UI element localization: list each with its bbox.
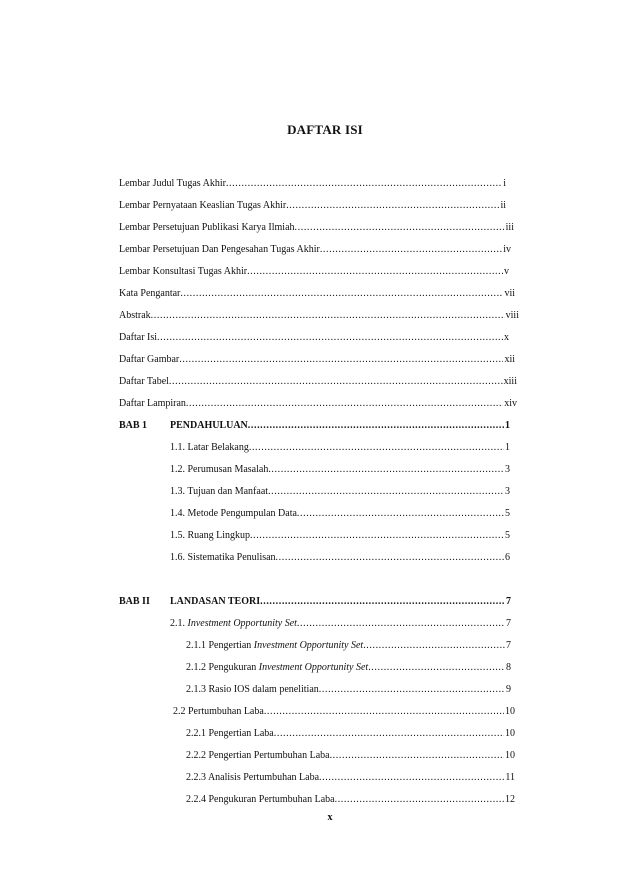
- toc-subentry-label: 1.6. Sistematika Penulisan: [170, 552, 276, 563]
- toc-subentry-label: 2.2.3 Analisis Pertumbuhan Laba: [186, 772, 320, 783]
- toc-entry-label: Kata Pengantar: [119, 288, 181, 299]
- chapter-title: PENDAHULUAN: [170, 420, 248, 431]
- toc-subentry-page: 1: [505, 442, 510, 453]
- dot-leader: [330, 749, 504, 763]
- dot-leader: [319, 683, 505, 697]
- toc-subentry-page: 7: [506, 618, 511, 629]
- toc-entry-label: Abstrak: [119, 310, 151, 321]
- toc-subentry-page: 5: [505, 530, 510, 541]
- label-prefix: 2.1.2 Pengukuran: [186, 662, 259, 673]
- toc-entry-label: Lembar Konsultasi Tugas Akhir: [119, 266, 248, 277]
- label-prefix: 2.1.1 Pengertian: [186, 640, 254, 651]
- dot-leader: [363, 639, 505, 653]
- toc-subentry[interactable]: [170, 617, 511, 631]
- toc-subentry-page: 3: [505, 486, 510, 497]
- toc-entry-label: Daftar Lampiran: [119, 398, 186, 409]
- dot-leader: [297, 617, 505, 631]
- toc-subentry-page: 10: [505, 728, 515, 739]
- chapter-title: LANDASAN TEORI: [170, 596, 261, 607]
- toc-subentry-page: 11: [505, 772, 515, 783]
- dot-leader: [268, 463, 504, 477]
- dot-leader: [320, 243, 502, 257]
- dot-leader: [274, 727, 504, 741]
- label-italic: Investment Opportunity Set: [258, 662, 369, 673]
- chapter-number: BAB 1: [119, 420, 148, 431]
- label-italic: Investment Opportunity Set: [187, 618, 297, 629]
- toc-entry-page: xii: [504, 354, 515, 365]
- toc-subentry[interactable]: [186, 639, 511, 653]
- toc-subentry[interactable]: [186, 749, 515, 763]
- dot-leader: [248, 419, 504, 433]
- chapter-entry[interactable]: [170, 419, 510, 433]
- toc-entry-page: v: [504, 266, 509, 277]
- toc-entry[interactable]: [119, 375, 517, 389]
- toc-subentry[interactable]: [170, 485, 510, 499]
- toc-subentry-page: 5: [505, 508, 510, 519]
- toc-subentry-label: [186, 639, 363, 653]
- toc-subentry-label: 1.2. Perumusan Masalah: [170, 464, 269, 475]
- toc-entry-label: Lembar Pernyataan Keaslian Tugas Akhir: [119, 200, 287, 211]
- toc-subentry-label: [186, 661, 368, 675]
- toc-subentry-label: 2.2.1 Pengertian Laba: [186, 728, 274, 739]
- toc-subentry-label: 2.2 Pertumbuhan Laba: [173, 706, 264, 717]
- dot-leader: [179, 353, 503, 367]
- dot-leader: [319, 771, 504, 785]
- toc-subentry-label: 2.2.2 Pengertian Pertumbuhan Laba: [186, 750, 330, 761]
- toc-subentry[interactable]: [186, 793, 515, 807]
- toc-entry-page: x: [504, 332, 509, 343]
- toc-entry-label: Lembar Persetujuan Publikasi Karya Ilmiah: [119, 222, 295, 233]
- dot-leader: [250, 529, 504, 543]
- toc-entry[interactable]: [119, 309, 519, 323]
- toc-entry-page: ii: [500, 200, 506, 211]
- toc-entry-label: Daftar Tabel: [119, 376, 169, 387]
- dot-leader: [249, 441, 504, 455]
- toc-subentry[interactable]: [170, 529, 510, 543]
- dot-leader: [180, 287, 503, 301]
- toc-entry[interactable]: [119, 221, 514, 235]
- toc-entry-label: Daftar Gambar: [119, 354, 180, 365]
- toc-entry[interactable]: [119, 331, 509, 345]
- toc-subentry-label: 1.3. Tujuan dan Manfaat: [170, 486, 269, 497]
- dot-leader: [260, 595, 505, 609]
- dot-leader: [268, 485, 504, 499]
- toc-subentry[interactable]: [170, 463, 510, 477]
- toc-subentry-page: 8: [506, 662, 511, 673]
- dot-leader: [335, 793, 504, 807]
- toc-subentry-label: 1.1. Latar Belakang: [170, 442, 249, 453]
- toc-entry-label: Lembar Persetujuan Dan Pengesahan Tugas Akhir: [119, 244, 320, 255]
- label-prefix: 2.1.: [170, 618, 188, 629]
- dot-leader: [264, 705, 504, 719]
- toc-subentry-label: [170, 617, 297, 631]
- toc-subentry[interactable]: [186, 727, 515, 741]
- toc-subentry[interactable]: [186, 771, 515, 785]
- toc-entry-page: i: [503, 178, 506, 189]
- toc-entry[interactable]: [119, 287, 515, 301]
- toc-subentry-label: 1.4. Metode Pengumpulan Data: [170, 508, 297, 519]
- dot-leader: [276, 551, 504, 565]
- page-title: DAFTAR ISI: [287, 122, 363, 137]
- toc-entry-label: Daftar Isi: [119, 332, 158, 343]
- toc-subentry[interactable]: [170, 551, 510, 565]
- toc-subentry[interactable]: [186, 661, 511, 675]
- toc-subentry-label: 2.1.3 Rasio IOS dalam penelitian: [186, 684, 319, 695]
- toc-subentry[interactable]: [186, 683, 511, 697]
- dot-leader: [247, 265, 503, 279]
- toc-subentry-label: 2.2.4 Pengukuran Pertumbuhan Laba: [186, 794, 335, 805]
- toc-entry[interactable]: [119, 243, 511, 257]
- toc-entry[interactable]: [119, 397, 517, 411]
- chapter-page: 7: [506, 596, 511, 607]
- toc-entry-page: vii: [504, 288, 515, 299]
- toc-entry[interactable]: [119, 199, 506, 213]
- toc-subentry-page: 7: [506, 640, 511, 651]
- toc-subentry-label: 1.5. Ruang Lingkup: [170, 530, 250, 541]
- toc-subentry[interactable]: [170, 507, 510, 521]
- toc-entry[interactable]: [119, 177, 506, 191]
- chapter-number: BAB II: [119, 596, 150, 607]
- dot-leader: [226, 177, 502, 191]
- toc-entry[interactable]: [119, 265, 509, 279]
- toc-subentry-page: 3: [505, 464, 510, 475]
- label-italic: Investment Opportunity Set: [253, 640, 364, 651]
- dot-leader: [286, 199, 499, 213]
- chapter-page: 1: [505, 420, 510, 431]
- toc-entry-page: iii: [505, 222, 514, 233]
- chapter-entry[interactable]: [170, 595, 511, 609]
- toc-subentry[interactable]: [170, 441, 510, 455]
- toc-entry-label: Lembar Judul Tugas Akhir: [119, 178, 226, 189]
- toc-entry[interactable]: [119, 353, 515, 367]
- toc-subentry[interactable]: [173, 705, 515, 719]
- page-number: x: [327, 812, 333, 823]
- dot-leader: [151, 309, 505, 323]
- toc-subentry-page: 9: [506, 684, 511, 695]
- toc-subentry-page: 10: [505, 706, 515, 717]
- dot-leader: [295, 221, 505, 235]
- toc-entry-page: viii: [505, 310, 519, 321]
- toc-subentry-page: 12: [505, 794, 515, 805]
- dot-leader: [157, 331, 503, 345]
- toc-subentry-page: 6: [505, 552, 510, 563]
- dot-leader: [297, 507, 504, 521]
- dot-leader: [186, 397, 503, 411]
- dot-leader: [368, 661, 505, 675]
- dot-leader: [169, 375, 503, 389]
- toc-entry-page: xiii: [503, 376, 517, 387]
- toc-entry-page: iv: [503, 244, 511, 255]
- toc-entry-page: xiv: [504, 398, 517, 409]
- toc-subentry-page: 10: [505, 750, 515, 761]
